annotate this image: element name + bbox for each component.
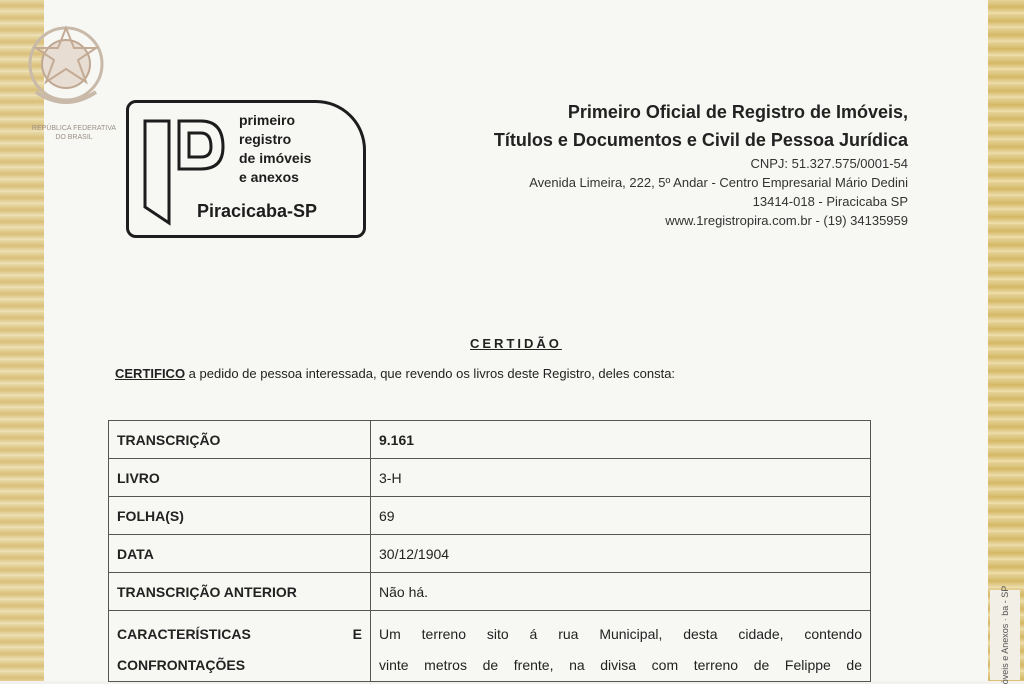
row-value: 9.161 xyxy=(371,421,871,459)
characteristics-text-line-1: Um terreno sito á rua Municipal, desta cidade, contendo xyxy=(379,626,862,642)
characteristics-label-line-2: CONFRONTAÇÕES xyxy=(117,657,246,673)
certificate-title: CERTIDÃO xyxy=(470,336,562,351)
logo-line-3: de imóveis xyxy=(239,150,312,166)
office-contact: www.1registropira.com.br - (19) 34135959 xyxy=(665,213,908,228)
right-decorative-border xyxy=(988,0,1024,681)
logo-city: Piracicaba-SP xyxy=(197,201,318,221)
coat-of-arms-icon xyxy=(16,14,116,124)
table-row xyxy=(109,535,871,573)
office-name-line-2: Títulos e Documentos e Civil de Pessoa Jurídica xyxy=(493,130,908,150)
row-value: 3-H xyxy=(371,459,871,497)
office-cnpj: CNPJ: 51.327.575/0001-54 xyxy=(750,156,908,171)
characteristics-value xyxy=(371,611,871,682)
registry-logo-text xyxy=(239,111,311,187)
table-row xyxy=(109,497,871,535)
characteristics-label-word: CARACTERÍSTICAS xyxy=(117,626,251,642)
seal-caption xyxy=(14,124,134,142)
side-stamp xyxy=(990,585,1020,684)
row-label: TRANSCRIÇÃO xyxy=(109,421,371,459)
seal-caption-line-2: DO BRASIL xyxy=(55,134,93,141)
certificate-intro xyxy=(115,366,675,381)
table-row xyxy=(109,459,871,497)
office-address: Avenida Limeira, 222, 5º Andar - Centro Empresarial Mário Dedini xyxy=(529,175,908,190)
row-value: 69 xyxy=(371,497,871,535)
record-table xyxy=(108,420,871,682)
seal-caption-line-1: REPÚBLICA FEDERATIVA xyxy=(31,125,117,132)
office-header xyxy=(494,98,908,230)
characteristics-label xyxy=(109,611,371,682)
table-row xyxy=(109,421,871,459)
row-label: LIVRO xyxy=(109,459,371,497)
logo-line-1: primeiro xyxy=(239,112,296,128)
office-name-line-1: Primeiro Oficial de Registro de Imóveis, xyxy=(567,102,908,122)
table-row xyxy=(109,573,871,611)
row-value: Não há. xyxy=(371,573,871,611)
registry-logo xyxy=(126,100,366,238)
characteristics-label-conj: E xyxy=(352,626,362,642)
intro-text: a pedido de pessoa interessada, que revendo os livros deste Registro, deles consta: xyxy=(185,366,676,381)
table-row xyxy=(109,611,871,682)
row-label: DATA xyxy=(109,535,371,573)
logo-line-2: registro xyxy=(239,131,292,147)
row-label: FOLHA(S) xyxy=(109,497,371,535)
row-value: 30/12/1904 xyxy=(371,535,871,573)
side-stamp-text: óveis e Anexos · ba - SP xyxy=(1000,585,1010,684)
intro-keyword: CERTIFICO xyxy=(115,366,186,381)
row-label: TRANSCRIÇÃO ANTERIOR xyxy=(109,573,371,611)
logo-line-4: e anexos xyxy=(239,169,299,185)
characteristics-label-line-1 xyxy=(117,619,362,650)
office-postal: 13414-018 - Piracicaba SP xyxy=(752,194,908,209)
characteristics-text-line-2: vinte metros de frente, na divisa com terreno de Felippe de xyxy=(379,657,862,673)
